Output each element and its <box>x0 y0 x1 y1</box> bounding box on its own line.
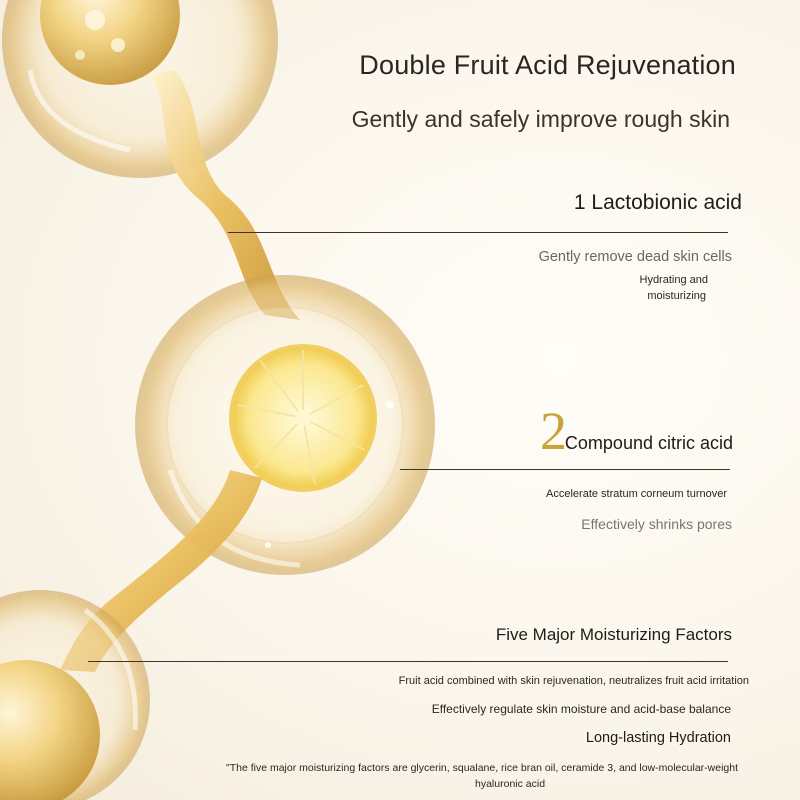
section-3-divider <box>88 661 728 662</box>
page-title: Double Fruit Acid Rejuvenation <box>359 50 736 80</box>
section-3-detail-1: Fruit acid combined with skin rejuvenation, neutralizes fruit acid irritation <box>398 675 749 687</box>
center-bubble <box>135 275 435 575</box>
page-subtitle: Gently and safely improve rough skin <box>351 106 730 132</box>
ingredients-note-line-1: "The five major moisturizing factors are glycerin, squalane, rice bran oil, ceramide 3, and low-molecular-weight <box>225 762 738 774</box>
ingredients-note-line-2: hyaluronic acid <box>475 778 546 790</box>
section-2-benefit: Effectively shrinks pores <box>581 516 732 532</box>
section-2-number: 2 <box>540 401 567 461</box>
section-1-divider <box>228 232 728 233</box>
section-2-heading: Compound citric acid <box>564 433 733 453</box>
section-1-benefit: Gently remove dead skin cells <box>538 249 732 265</box>
section-2-detail: Accelerate stratum corneum turnover <box>546 488 727 500</box>
top-bubble <box>2 0 278 178</box>
section-1-heading: 1 Lactobionic acid <box>573 191 742 214</box>
section-1-detail-line-2: moisturizing <box>647 290 706 302</box>
section-2-divider <box>400 469 730 470</box>
section-3-heading: Five Major Moisturizing Factors <box>495 625 732 644</box>
section-1-detail-line-1: Hydrating and <box>639 274 708 286</box>
section-3-detail-2: Effectively regulate skin moisture and acid-base balance <box>431 702 731 716</box>
section-3-highlight: Long-lasting Hydration <box>585 730 731 746</box>
